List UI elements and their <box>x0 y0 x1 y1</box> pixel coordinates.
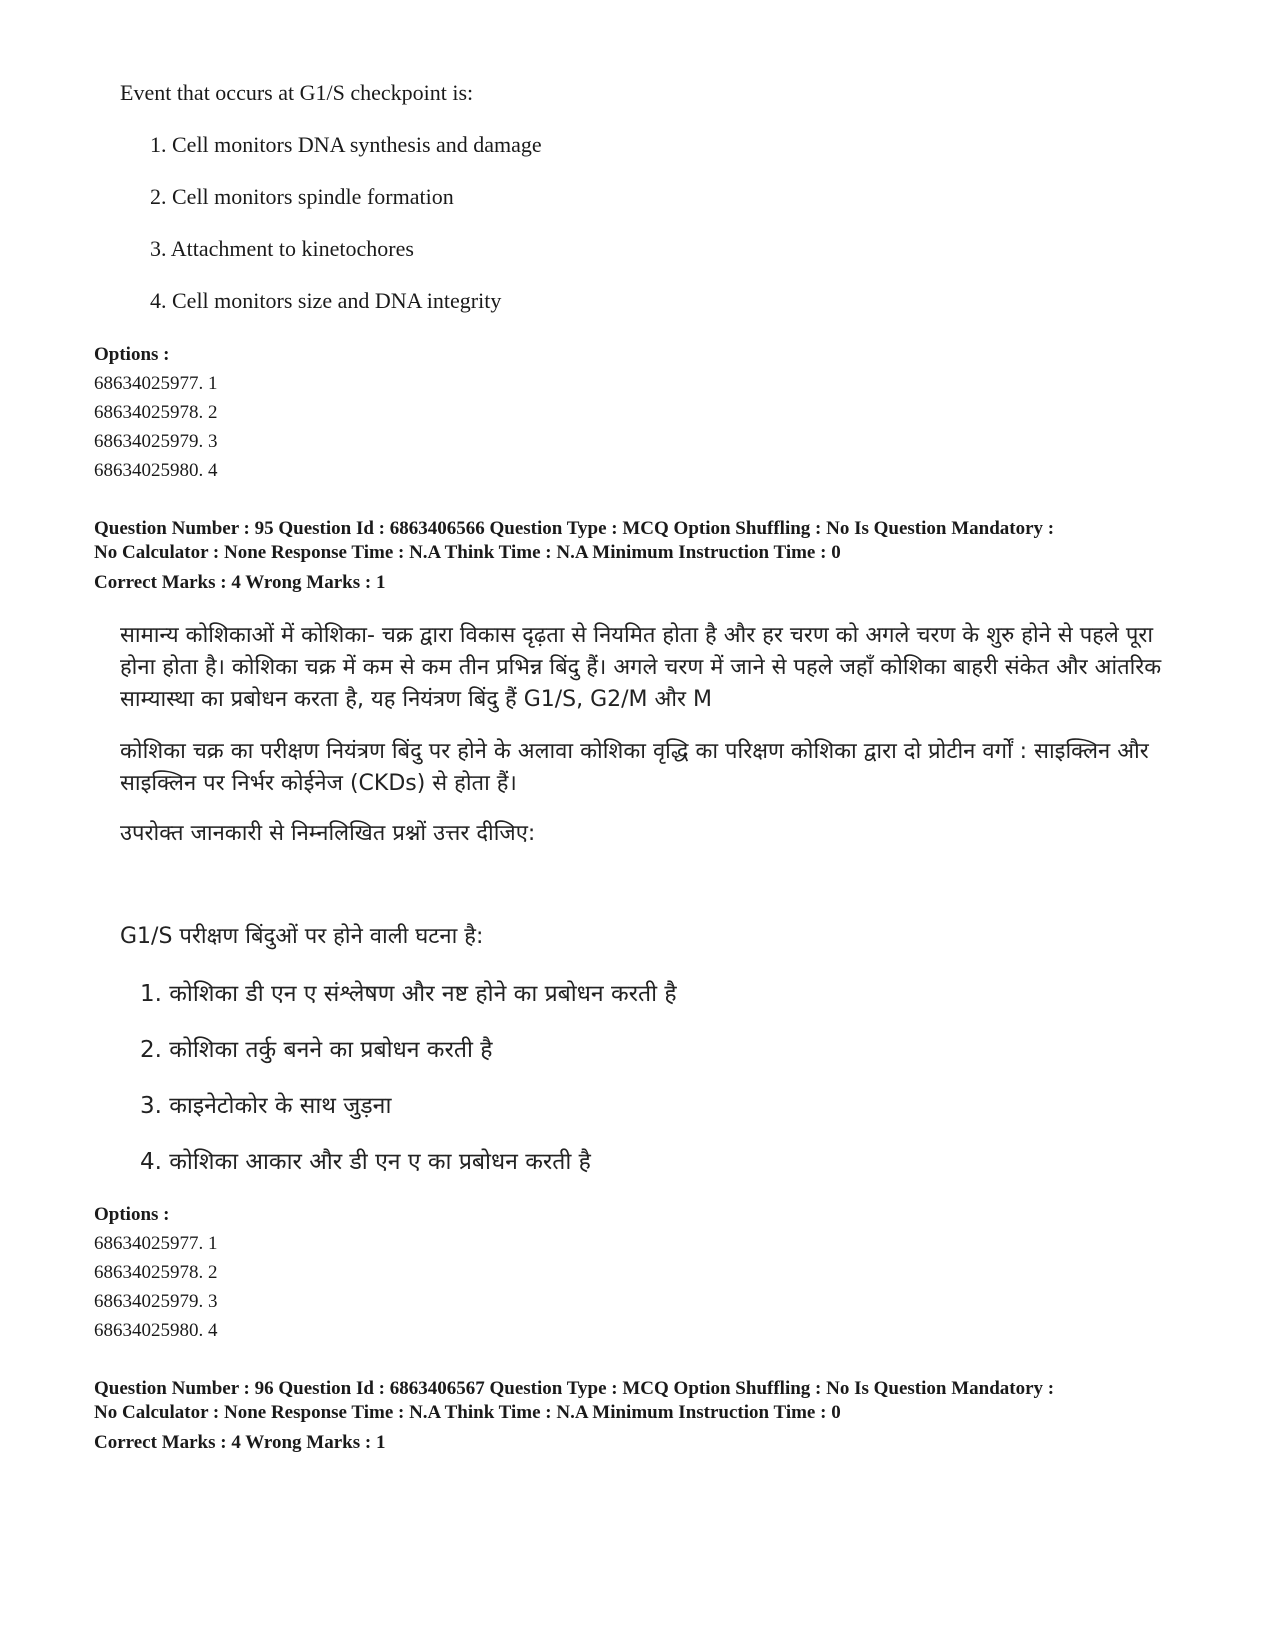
option-id-4: 68634025980. 4 <box>94 460 218 481</box>
question-95-meta <box>94 517 1054 595</box>
question-96-meta-line2: No Calculator : None Response Time : N.A Think Time : N.A Minimum Instruction Time : 0 <box>94 1402 841 1423</box>
question-text-hindi: G1/S परीक्षण बिंदुओं पर होने वाली घटना है: <box>120 924 484 949</box>
hindi-passage-paragraph-3: उपरोक्त जानकारी से निम्नलिखित प्रश्नों उत्तर दीजिए: <box>120 821 536 846</box>
options-id-block-2 <box>94 1200 218 1345</box>
option-4-hindi: 4. कोशिका आकार और डी एन ए का प्रबोधन करती है <box>140 1149 591 1175</box>
question-95-marks: Correct Marks : 4 Wrong Marks : 1 <box>94 572 386 593</box>
option-1-english: 1. Cell monitors DNA synthesis and damage <box>150 132 542 157</box>
options-id-block-1 <box>94 340 218 485</box>
question-95-meta-line1: Question Number : 95 Question Id : 6863406566 Question Type : MCQ Option Shuffling : No Is Question Mandatory : <box>94 518 1055 539</box>
option-id-4: 68634025980. 4 <box>94 1320 218 1341</box>
option-3-hindi: 3. काइनेटोकोर के साथ जुड़ना <box>140 1093 392 1119</box>
option-id-2: 68634025978. 2 <box>94 1262 218 1283</box>
option-id-3: 68634025979. 3 <box>94 1291 218 1312</box>
options-label: Options : <box>94 344 170 365</box>
hindi-passage-paragraph-2: कोशिका चक्र का परीक्षण नियंत्रण बिंदु पर होने के अलावा कोशिका वृद्धि का परिक्षण कोशिका द्वारा दो प्रोटीन वर्गों : साइक्लिन और साइक्लिन पर निर्भर कोईनेज (CKDs) से होता हैं। <box>120 739 1149 796</box>
hindi-passage-paragraph-1: सामान्य कोशिकाओं में कोशिका- चक्र द्वारा विकास दृढ़ता से नियमित होता है और हर चरण को अगले चरण के शुरु होने से पहले पूरा होना होता है। कोशिका चक्र में कम से कम तीन प्रभिन्न बिंदु हैं। अगले चरण में जाने से पहले जहाँ कोशिका बाहरी संकेत और आंतरिक साम्यास्था का प्रबोधन करता है, यह नियंत्रण बिंदु हैं G1/S, G2/M और M <box>120 623 1162 712</box>
option-1-hindi: 1. कोशिका डी एन ए संश्लेषण और नष्ट होने का प्रबोधन करती है <box>140 981 677 1007</box>
option-id-1: 68634025977. 1 <box>94 1233 218 1254</box>
option-id-3: 68634025979. 3 <box>94 431 218 452</box>
question-96-marks: Correct Marks : 4 Wrong Marks : 1 <box>94 1432 386 1453</box>
options-label: Options : <box>94 1204 170 1225</box>
option-id-1: 68634025977. 1 <box>94 373 218 394</box>
option-2-hindi: 2. कोशिका तर्कु बनने का प्रबोधन करती है <box>140 1037 493 1063</box>
question-95-meta-line2: No Calculator : None Response Time : N.A Think Time : N.A Minimum Instruction Time : 0 <box>94 542 841 563</box>
question-text-english: Event that occurs at G1/S checkpoint is: <box>120 80 474 105</box>
option-4-english: 4. Cell monitors size and DNA integrity <box>150 288 502 313</box>
question-96-meta <box>94 1377 1054 1455</box>
option-2-english: 2. Cell monitors spindle formation <box>150 184 454 209</box>
question-96-meta-line1: Question Number : 96 Question Id : 6863406567 Question Type : MCQ Option Shuffling : No Is Question Mandatory : <box>94 1378 1055 1399</box>
option-3-english: 3. Attachment to kinetochores <box>150 236 414 261</box>
option-id-2: 68634025978. 2 <box>94 402 218 423</box>
